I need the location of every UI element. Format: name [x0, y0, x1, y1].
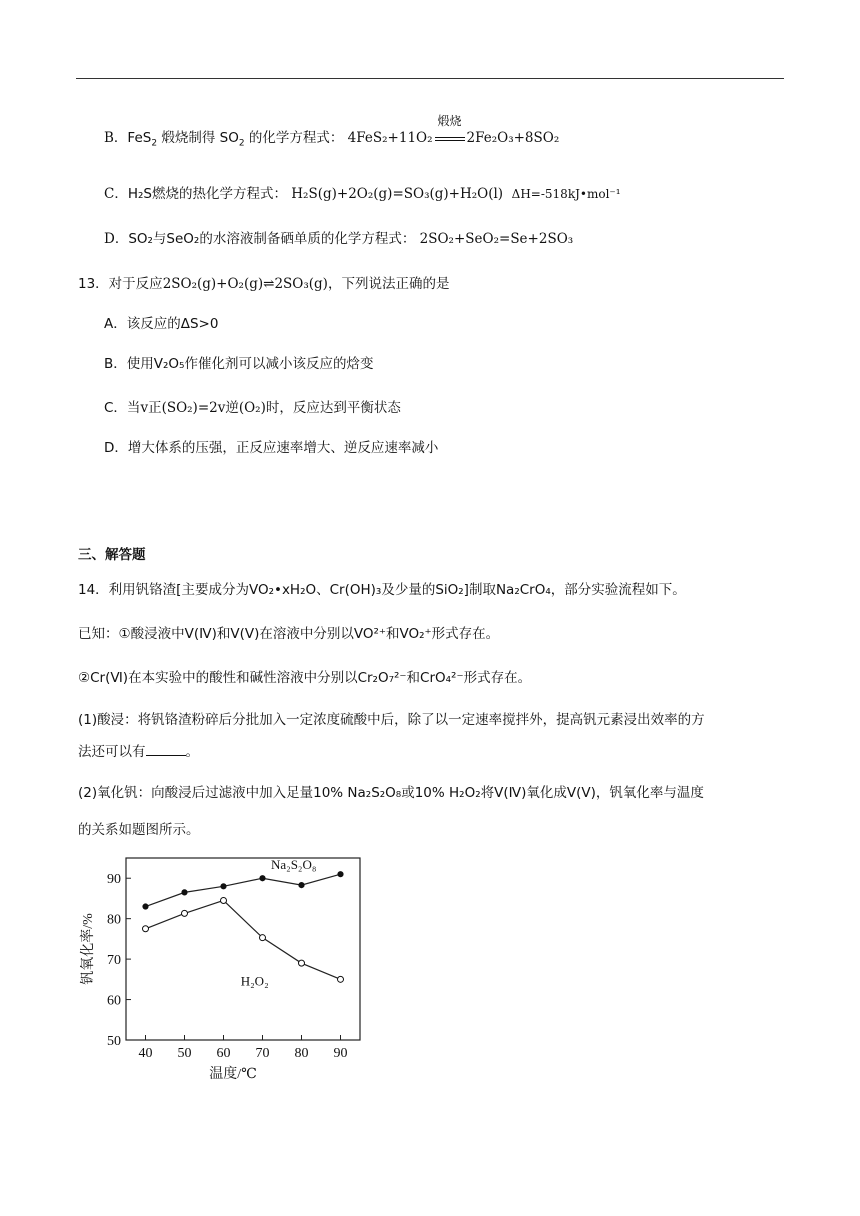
y-tick-label: 60	[107, 993, 121, 1009]
data-point	[143, 926, 149, 932]
data-point	[299, 882, 304, 887]
series-line	[146, 874, 341, 906]
header-rule	[76, 78, 784, 79]
x-tick-label: 70	[255, 1046, 270, 1061]
data-point	[182, 910, 188, 916]
series-line	[146, 900, 341, 979]
y-tick-label: 70	[107, 953, 121, 969]
option-d-equation: 2SO₂+SeO₂=Se+2SO₃	[419, 231, 574, 247]
enthalpy-value: ΔH=-518kJ•mol⁻¹	[511, 187, 621, 201]
data-point	[221, 897, 227, 903]
data-point	[260, 876, 265, 881]
y-tick-label: 50	[107, 1034, 121, 1049]
data-point	[182, 890, 187, 895]
part-2-line-1: (2)氧化钒：向酸浸后过滤液中加入足量10% Na₂S₂O₈或10% H₂O₂将V(Ⅳ)氧化成V(Ⅴ)，钒氧化率与温度	[78, 785, 704, 801]
series-label: H₂O₂	[240, 973, 269, 989]
data-point	[338, 976, 344, 982]
section-title: 三、解答题	[78, 547, 146, 563]
option-b	[104, 114, 560, 149]
x-tick-label: 40	[138, 1046, 153, 1061]
part-1-line-2: 法还可以有 。	[78, 744, 199, 760]
oxidation-rate-chart	[78, 850, 368, 1090]
data-point	[260, 935, 266, 941]
option-c: C．H₂S燃烧的热化学方程式： H₂S(g)+2O₂(g)=SO₃(g)+H₂O(l) ΔH=-518kJ•mol⁻¹	[104, 186, 621, 202]
data-point	[221, 884, 226, 889]
reaction-condition: 煅烧	[437, 114, 462, 128]
question-13-stem: 13．对于反应2SO₂(g)+O₂(g)⇌2SO₃(g)，下列说法正确的是	[78, 276, 450, 292]
y-axis-label: 钒氧化率/%	[81, 913, 96, 985]
option-b-text: FeS$_2$ 煅烧制得 $SO_2$ 的化学方程式：	[127, 130, 344, 149]
option-label: B．	[104, 130, 128, 146]
data-point	[299, 960, 305, 966]
y-tick-label: 80	[107, 912, 121, 928]
part-1-line-1: (1)酸浸：将钒铬渣粉碎后分批加入一定浓度硫酸中后，除了以一定速率搅拌外，提高钒元素浸出效率的方	[78, 712, 705, 728]
x-axis-label: 温度/℃	[209, 1067, 257, 1082]
x-tick-label: 80	[294, 1046, 309, 1061]
option-d: D．SO₂与SeO₂的水溶液制备硒单质的化学方程式： 2SO₂+SeO₂=Se+2SO₃	[104, 231, 574, 247]
data-point	[338, 872, 343, 877]
known-condition-2: ②Cr(Ⅵ)在本实验中的酸性和碱性溶液中分别以Cr₂O₇²⁻和CrO₄²⁻形式存在。	[78, 670, 532, 686]
reaction-equation: 2SO₂(g)+O₂(g)⇌2SO₃(g)	[162, 276, 328, 292]
q13-option-d: D．增大体系的压强，正反应速率增大、逆反应速率减小	[104, 440, 439, 456]
q13-option-a: A．该反应的ΔS>0	[104, 316, 219, 332]
y-tick-label: 90	[107, 872, 121, 888]
answer-blank[interactable]	[146, 743, 186, 756]
part-2-line-2: 的关系如题图所示。	[78, 822, 200, 838]
data-point	[143, 904, 148, 909]
option-b-equation: 4FeS₂+11O₂ 煅烧 2Fe₂O₃+8SO₂	[348, 130, 560, 146]
known-condition-1: 已知：①酸浸液中V(Ⅳ)和V(Ⅴ)在溶液中分别以VO²⁺和VO₂⁺形式存在。	[78, 626, 500, 642]
q13-option-c: C．当v正(SO₂)=2v逆(O₂)时，反应达到平衡状态	[104, 400, 401, 416]
plot-frame	[126, 858, 360, 1040]
x-tick-label: 60	[216, 1046, 231, 1061]
q13-option-b: B．使用V₂O₅作催化剂可以减小该反应的焓变	[104, 356, 374, 372]
option-c-equation: H₂S(g)+2O₂(g)=SO₃(g)+H₂O(l)	[291, 186, 504, 202]
series-label: Na₂S₂O₈	[271, 856, 317, 872]
question-14-stem: 14．利用钒铬渣[主要成分为VO₂•xH₂O、Cr(OH)₃及少量的SiO₂]制取Na₂CrO₄，部分实验流程如下。	[78, 582, 686, 598]
x-tick-label: 50	[177, 1046, 192, 1061]
x-tick-label: 90	[333, 1046, 348, 1061]
